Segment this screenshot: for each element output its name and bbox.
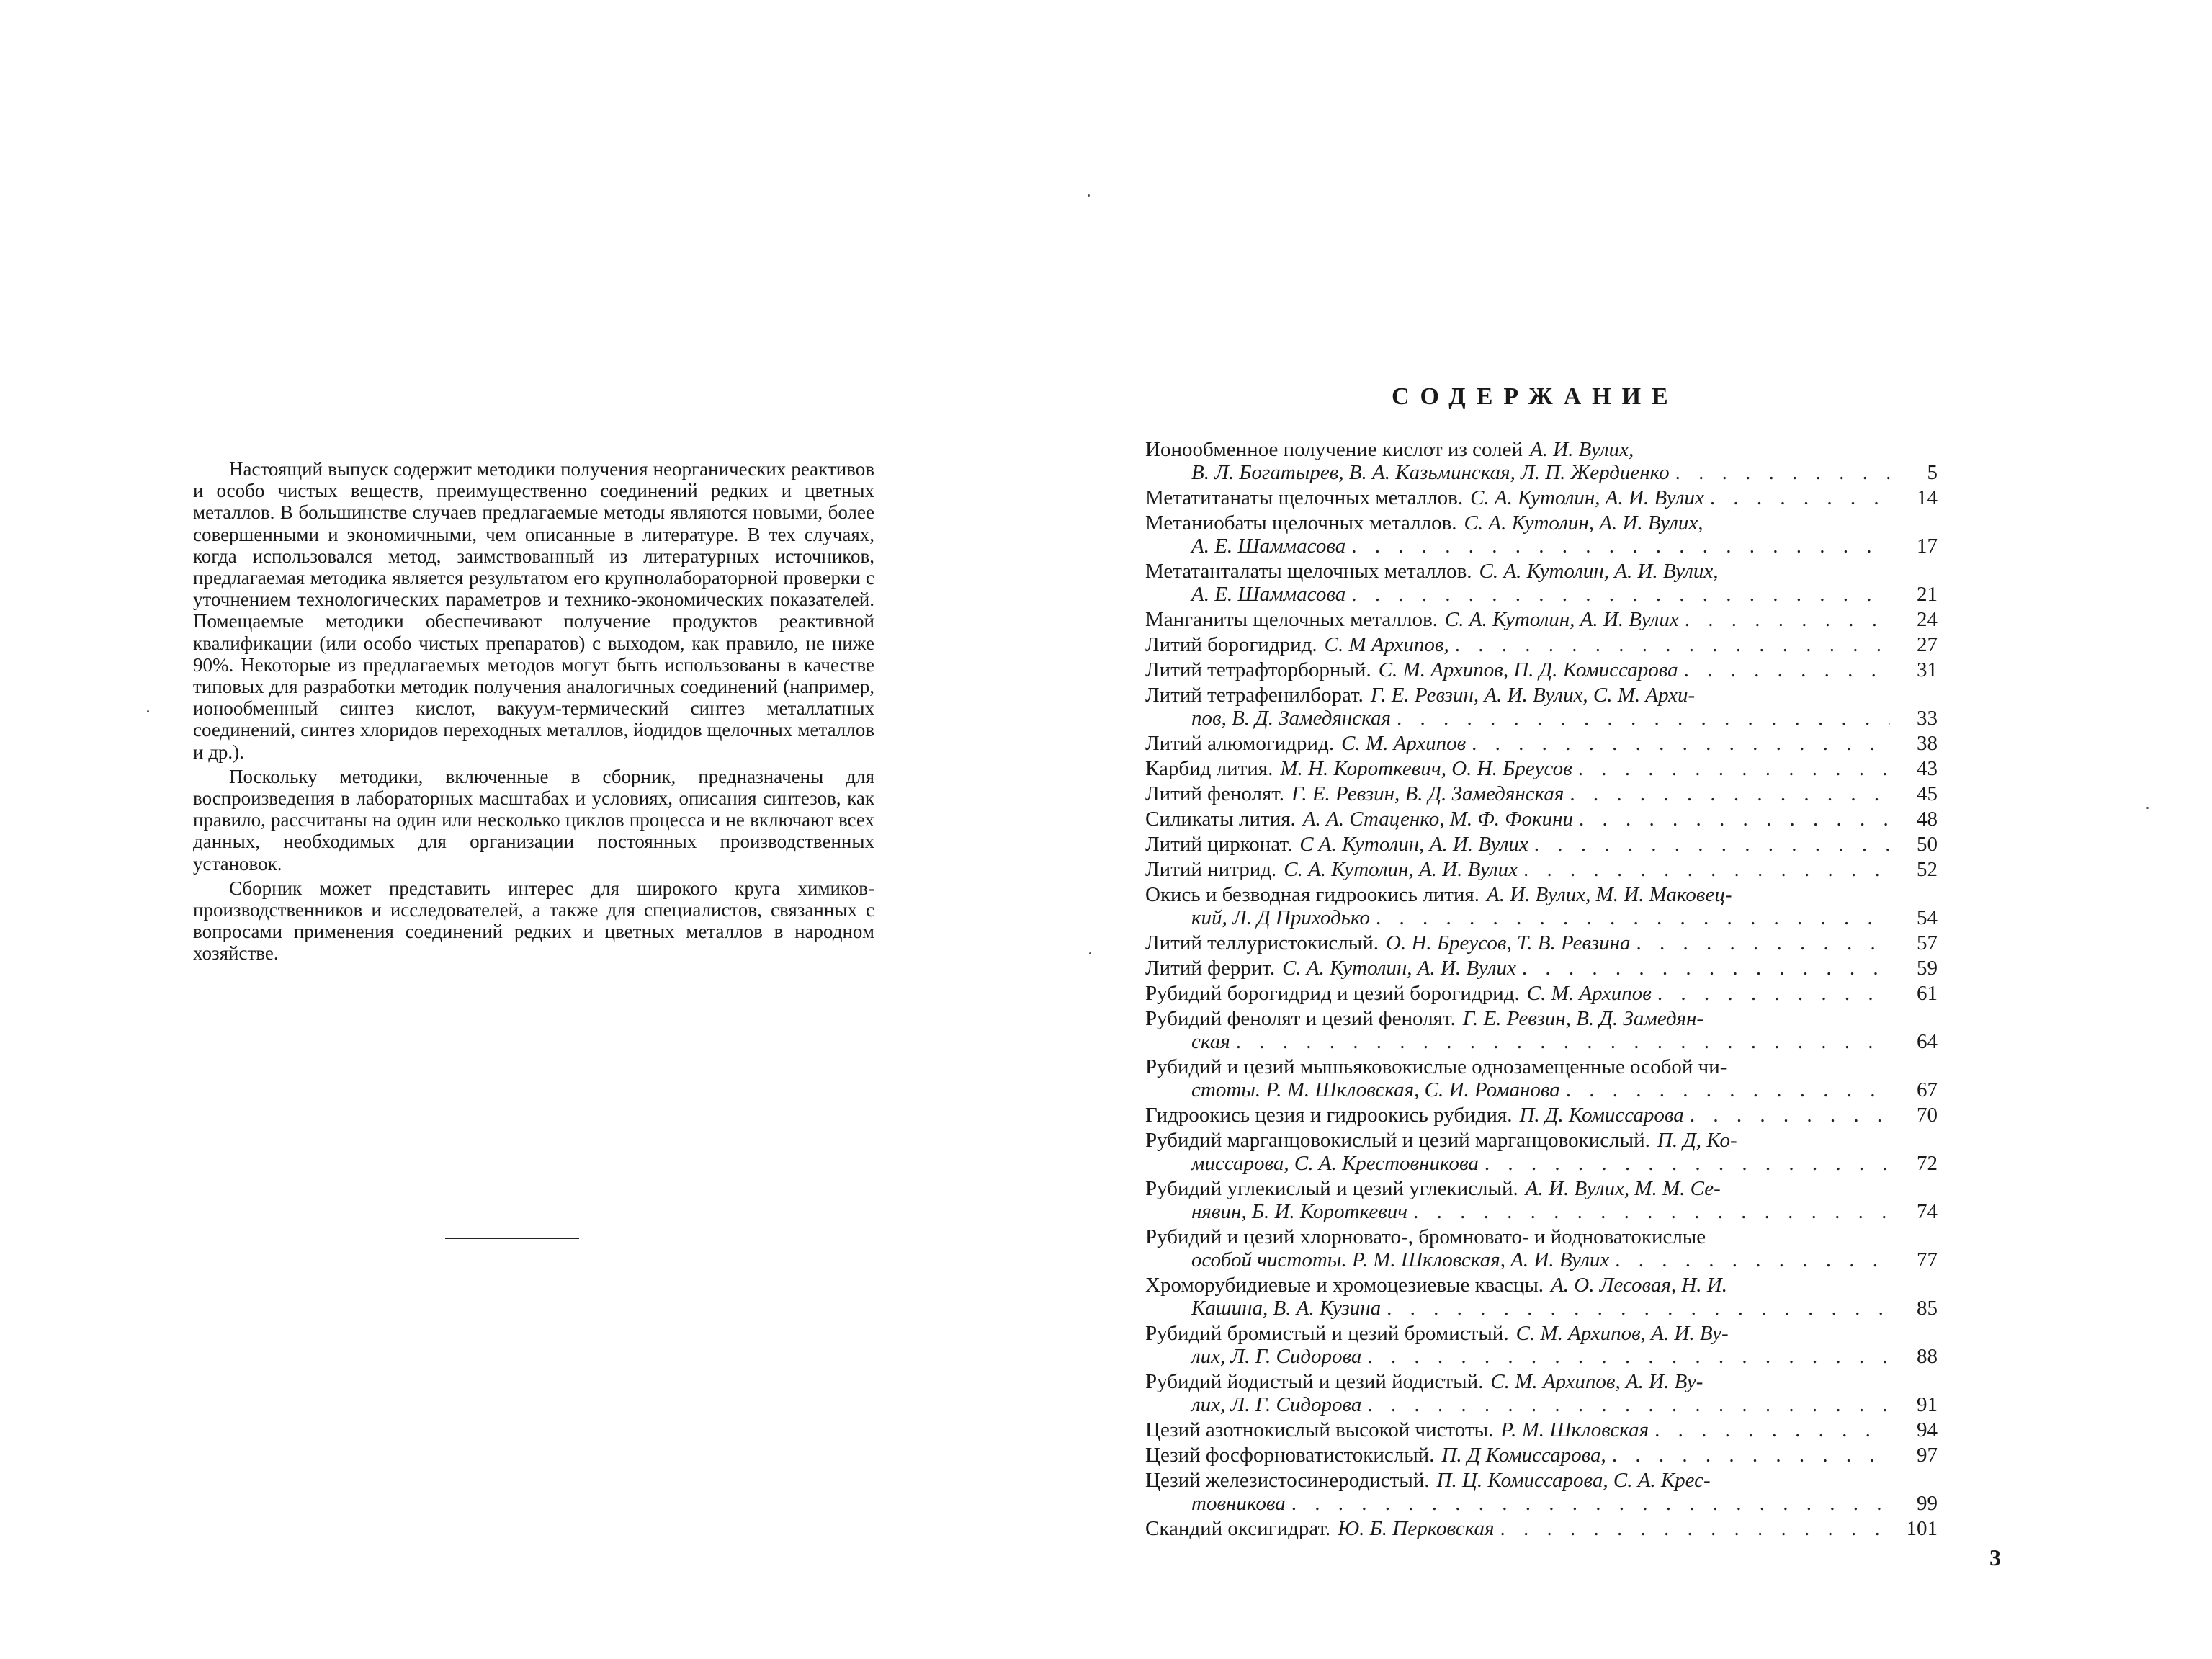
toc-entry-title: Рубидий бромистый и цезий бромистый. <box>1145 1322 1509 1345</box>
toc-leader-dots <box>1710 486 1890 509</box>
toc-entry-title: Манганиты щелочных металлов. <box>1145 608 1438 631</box>
toc-entry-title: Рубидий марганцовокислый и цезий марганцовокислый. <box>1145 1129 1650 1152</box>
preface <box>193 458 874 967</box>
toc-entry <box>1145 1517 1938 1540</box>
toc-entry-continuation: нявин, Б. И. Короткевич <box>1191 1200 1408 1223</box>
toc-entry <box>1145 1129 1938 1175</box>
toc-entry-continuation: кий, Л. Д Приходько <box>1191 906 1370 929</box>
toc-leader-dots <box>1351 583 1890 606</box>
toc-entry-title: Литий нитрид. <box>1145 858 1277 881</box>
toc-entry-page: 17 <box>1917 535 1938 558</box>
toc-entry-page: 99 <box>1917 1492 1938 1515</box>
toc-leader-dots <box>1485 1152 1890 1175</box>
toc-entry-line <box>1145 1225 1893 1248</box>
toc-entry-line <box>1145 1274 1893 1297</box>
toc-entry-line <box>1145 833 1893 856</box>
toc-heading: СОДЕРЖАНИЕ <box>1392 383 1679 410</box>
toc-entry-page: 5 <box>1927 461 1938 484</box>
toc-entry <box>1145 438 1938 484</box>
toc-entry <box>1145 560 1938 606</box>
toc-entry-authors: С. М. Архипов, П. Д. Комиссарова <box>1378 658 1678 681</box>
toc-entry-title: Литий цирконат. <box>1145 833 1293 856</box>
toc-entry-continuation: пов, В. Д. Замедянская <box>1191 707 1392 730</box>
toc-entry-line <box>1145 1370 1893 1393</box>
toc-entry-line <box>1145 883 1893 906</box>
toc-entry-title: Литий алюмогидрид. <box>1145 732 1335 755</box>
toc-entry-title: Метатитанаты щелочных металлов. <box>1145 486 1464 509</box>
toc-entry-line <box>1145 808 1893 831</box>
toc-entry-authors: Г. Е. Ревзин, В. Д. Замедян- <box>1462 1007 1704 1030</box>
toc-entry-authors: С. А. Кутолин, А. И. Вулих <box>1444 608 1679 631</box>
toc-entry-authors: Г. Е. Ревзин, В. Д. Замедянская <box>1291 782 1564 805</box>
toc-entry-authors: А. И. Вулих, <box>1529 438 1634 461</box>
page-number: 3 <box>1989 1544 2001 1570</box>
toc-entry-page: 64 <box>1917 1030 1938 1053</box>
toc-leader-dots <box>1472 732 1890 755</box>
toc-entry-page: 38 <box>1917 732 1938 755</box>
preface-paragraph-2: Поскольку методики, включенные в сборник, предназначены для воспроизведения в лабораторных масштабах и условиях, описания синтезов, как правило, рассчитаны на один или несколько циклов процесса и не включают всех данных, необходимых для организации постоянных производственных установок. <box>193 765 874 875</box>
scan-speck <box>1088 194 1090 197</box>
toc-entry-title: Рубидий фенолят и цезий фенолят. <box>1145 1007 1456 1030</box>
toc-entry-page: 59 <box>1917 957 1938 980</box>
toc-entry-authors: С. М. Архипов, А. И. Ву- <box>1515 1322 1729 1345</box>
toc-leader-dots <box>1367 1393 1890 1416</box>
toc-entry-line <box>1145 511 1893 535</box>
toc-leader-dots <box>1523 858 1890 881</box>
toc-entry-title: Скандий оксигидрат. <box>1145 1517 1331 1540</box>
toc-entry-authors: С. А. Кутолин, А. И. Вулих <box>1470 486 1704 509</box>
toc-entry-page: 43 <box>1917 757 1938 780</box>
toc-entry-line <box>1145 1322 1893 1345</box>
toc-entry-title: Цезий фосфорноватистокислый. <box>1145 1444 1435 1467</box>
toc-entry-authors: Г. Е. Ревзин, А. И. Вулих, С. М. Архи- <box>1370 684 1696 707</box>
toc-entry-title: Гидроокись цезия и гидроокись рубидия. <box>1145 1104 1513 1127</box>
toc-entry-title: Литий борогидрид. <box>1145 633 1317 656</box>
toc-entry-continuation-line <box>1145 906 1893 929</box>
toc-entry-line <box>1145 560 1893 583</box>
toc-leader-dots <box>1579 808 1890 831</box>
toc-entry-authors: С А. Кутолин, А. И. Вулих <box>1299 833 1528 856</box>
toc-entry-page: 27 <box>1917 633 1938 656</box>
toc-entry <box>1145 486 1938 509</box>
toc-leader-dots <box>1570 782 1890 805</box>
toc-entry <box>1145 883 1938 929</box>
toc-entry-line <box>1145 1104 1893 1127</box>
toc-entry-continuation-line <box>1145 1152 1893 1175</box>
toc-entry-title: Литий тетрафенилборат. <box>1145 684 1364 707</box>
toc-entry-title: Литий теллуристокислый. <box>1145 931 1379 954</box>
toc-entry-title: Ионообменное получение кислот из солей <box>1145 438 1523 461</box>
toc-entry-title: Литий фенолят. <box>1145 782 1285 805</box>
toc-entry-page: 33 <box>1917 707 1938 730</box>
toc-entry-line <box>1145 757 1893 780</box>
toc-entry-line <box>1145 858 1893 881</box>
toc-entry-continuation: Кашина, В. А. Кузина <box>1191 1297 1382 1320</box>
toc-entry <box>1145 1444 1938 1467</box>
toc-leader-dots <box>1455 633 1890 656</box>
toc-entry-page: 45 <box>1917 782 1938 805</box>
toc-entry-authors: А. А. Стаценко, М. Ф. Фокини <box>1302 808 1573 831</box>
toc-entry-page: 97 <box>1917 1444 1938 1467</box>
toc-entry-continuation: особой чистоты. Р. М. Шкловская, А. И. Вулих <box>1191 1248 1610 1271</box>
toc-entry-continuation-line <box>1145 1030 1893 1053</box>
toc-leader-dots <box>1675 461 1890 484</box>
toc-entry <box>1145 982 1938 1005</box>
toc-entry-line <box>1145 1129 1893 1152</box>
toc-entry-page: 85 <box>1917 1297 1938 1320</box>
scan-speck <box>1089 952 1091 954</box>
toc-entry-authors: П. Д. Комиссарова <box>1519 1104 1684 1127</box>
toc-leader-dots <box>1690 1104 1890 1127</box>
toc-entry-continuation: стоты. Р. М. Шкловская, С. И. Романова <box>1191 1078 1560 1101</box>
toc-entry-continuation: лих, Л. Г. Сидорова <box>1191 1393 1362 1416</box>
toc-entry <box>1145 833 1938 856</box>
toc-entry-page: 48 <box>1917 808 1938 831</box>
toc-entry-continuation-line <box>1145 1078 1893 1101</box>
toc-entry-line <box>1145 732 1893 755</box>
table-of-contents <box>1145 438 1938 1542</box>
toc-entry-page: 70 <box>1917 1104 1938 1127</box>
toc-entry-authors: П. Ц. Комиссарова, С. А. Крес- <box>1436 1469 1711 1492</box>
toc-entry-title: Метатанталаты щелочных металлов. <box>1145 560 1472 583</box>
toc-leader-dots <box>1612 1444 1890 1467</box>
toc-entry-line <box>1145 931 1893 954</box>
toc-leader-dots <box>1351 535 1890 558</box>
toc-entry-authors: С. М. Архипов, А. И. Ву- <box>1490 1370 1703 1393</box>
toc-leader-dots <box>1291 1492 1890 1515</box>
toc-entry-authors: С. А. Кутолин, А. И. Вулих, <box>1479 560 1719 583</box>
toc-entry-line <box>1145 957 1893 980</box>
toc-leader-dots <box>1566 1078 1890 1101</box>
toc-entry-continuation-line <box>1145 1297 1893 1320</box>
toc-entry-title: Рубидий и цезий хлорновато-, бромновато- и йодноватокислые <box>1145 1225 1706 1248</box>
toc-entry-continuation-line <box>1145 461 1893 484</box>
toc-entry-authors: Ю. Б. Перковская <box>1338 1517 1495 1540</box>
toc-entry <box>1145 1104 1938 1127</box>
toc-entry-line <box>1145 1444 1893 1467</box>
toc-entry-page: 54 <box>1917 906 1938 929</box>
preface-paragraph-3: Сборник может представить интерес для широкого круга химиков-производственников и исследователей, а также для специалистов, связанных с вопросами применения соединений редких и цветных металлов в народном хозяйстве. <box>193 877 874 965</box>
toc-entry-continuation-line <box>1145 583 1893 606</box>
toc-entry <box>1145 608 1938 631</box>
toc-entry <box>1145 808 1938 831</box>
toc-entry-title: Хроморубидиевые и хромоцезиевые квасцы. <box>1145 1274 1544 1297</box>
toc-entry <box>1145 1322 1938 1368</box>
toc-leader-dots <box>1522 957 1890 980</box>
toc-entry-line <box>1145 782 1893 805</box>
toc-entry-continuation-line <box>1145 1200 1893 1223</box>
toc-entry-continuation-line <box>1145 1492 1893 1515</box>
toc-entry <box>1145 732 1938 755</box>
toc-entry-title: Рубидий йодистый и цезий йодистый. <box>1145 1370 1484 1393</box>
toc-entry-authors: А. И. Вулих, М. И. Маковец- <box>1487 883 1732 906</box>
toc-entry-line <box>1145 608 1893 631</box>
toc-entry-page: 94 <box>1917 1418 1938 1441</box>
toc-entry-line <box>1145 633 1893 656</box>
toc-entry-authors: С. А. Кутолин, А. И. Вулих, <box>1464 511 1703 535</box>
toc-entry-title: Метаниобаты щелочных металлов. <box>1145 511 1457 535</box>
toc-entry-line <box>1145 684 1893 707</box>
toc-leader-dots <box>1636 931 1890 954</box>
toc-entry-page: 74 <box>1917 1200 1938 1223</box>
toc-leader-dots <box>1376 906 1890 929</box>
toc-leader-dots <box>1534 833 1890 856</box>
toc-entry-line <box>1145 1055 1893 1078</box>
toc-entry-page: 67 <box>1917 1078 1938 1101</box>
toc-entry <box>1145 1177 1938 1223</box>
toc-entry-authors: М. Н. Короткевич, О. Н. Бреусов <box>1280 757 1572 780</box>
toc-entry-page: 14 <box>1917 486 1938 509</box>
toc-leader-dots <box>1500 1517 1890 1540</box>
toc-leader-dots <box>1654 1418 1890 1441</box>
toc-entry <box>1145 658 1938 681</box>
scan-speck <box>147 710 149 712</box>
toc-leader-dots <box>1684 658 1890 681</box>
toc-entry-continuation-line <box>1145 1248 1893 1271</box>
toc-entry-title: Карбид лития. <box>1145 757 1273 780</box>
toc-entry-line <box>1145 438 1893 461</box>
toc-leader-dots <box>1236 1030 1890 1053</box>
toc-entry-line <box>1145 1177 1893 1200</box>
scan-speck <box>2146 807 2149 809</box>
toc-leader-dots <box>1367 1345 1890 1368</box>
toc-entry-page: 101 <box>1906 1517 1938 1540</box>
toc-entry-title: Литий феррит. <box>1145 957 1276 980</box>
toc-entry-line <box>1145 982 1893 1005</box>
toc-leader-dots <box>1397 707 1890 730</box>
toc-leader-dots <box>1387 1297 1890 1320</box>
toc-entry-page: 24 <box>1917 608 1938 631</box>
toc-entry-page: 31 <box>1917 658 1938 681</box>
toc-entry-authors: О. Н. Бреусов, Т. В. Ревзина <box>1386 931 1631 954</box>
toc-entry-title: Литий тетрафторборный. <box>1145 658 1371 681</box>
toc-entry <box>1145 1469 1938 1515</box>
toc-entry <box>1145 931 1938 954</box>
toc-entry-title: Рубидий борогидрид и цезий борогидрид. <box>1145 982 1520 1005</box>
toc-entry-continuation: В. Л. Богатырев, В. А. Казьминская, Л. П. Жердиенко <box>1191 461 1670 484</box>
toc-entry-title: Цезий азотнокислый высокой чистоты. <box>1145 1418 1494 1441</box>
toc-entry-page: 61 <box>1917 982 1938 1005</box>
toc-entry <box>1145 1007 1938 1053</box>
toc-entry-authors: П. Д, Ко- <box>1657 1129 1737 1152</box>
toc-leader-dots <box>1413 1200 1890 1223</box>
toc-entry-authors: С. А. Кутолин, А. И. Вулих <box>1284 858 1518 881</box>
toc-entry-authors: С. М Архипов, <box>1324 633 1449 656</box>
toc-entry-title: Рубидий и цезий мышьяковокислые однозамещенные особой чи- <box>1145 1055 1727 1078</box>
toc-entry-continuation: лих, Л. Г. Сидорова <box>1191 1345 1362 1368</box>
toc-entry-page: 57 <box>1917 931 1938 954</box>
toc-entry-continuation-line <box>1145 707 1893 730</box>
toc-entry-authors: С. М. Архипов <box>1526 982 1652 1005</box>
toc-entry-continuation: А. Е. Шаммасова <box>1191 535 1346 558</box>
toc-entry <box>1145 633 1938 656</box>
toc-entry-line <box>1145 1517 1893 1540</box>
toc-entry <box>1145 757 1938 780</box>
toc-entry-authors: Р. М. Шкловская <box>1500 1418 1649 1441</box>
toc-leader-dots <box>1615 1248 1890 1271</box>
toc-entry <box>1145 511 1938 558</box>
toc-entry-line <box>1145 486 1893 509</box>
toc-entry-page: 72 <box>1917 1152 1938 1175</box>
decorative-rule <box>445 1238 579 1239</box>
toc-leader-dots <box>1685 608 1890 631</box>
toc-entry <box>1145 1370 1938 1416</box>
toc-entry-page: 88 <box>1917 1345 1938 1368</box>
toc-entry-line <box>1145 658 1893 681</box>
toc-entry <box>1145 782 1938 805</box>
toc-entry-page: 50 <box>1917 833 1938 856</box>
toc-entry <box>1145 1055 1938 1101</box>
toc-entry <box>1145 1418 1938 1441</box>
toc-entry <box>1145 684 1938 730</box>
toc-entry-page: 77 <box>1917 1248 1938 1271</box>
toc-entry-line <box>1145 1469 1893 1492</box>
toc-entry-page: 21 <box>1917 583 1938 606</box>
toc-entry-page: 52 <box>1917 858 1938 881</box>
toc-entry <box>1145 1225 1938 1271</box>
toc-entry-line <box>1145 1418 1893 1441</box>
toc-entry-authors: С. А. Кутолин, А. И. Вулих <box>1282 957 1516 980</box>
toc-entry-authors: П. Д Комиссарова, <box>1441 1444 1606 1467</box>
toc-entry-continuation-line <box>1145 535 1893 558</box>
toc-entry-continuation: миссарова, С. А. Крестовникова <box>1191 1152 1479 1175</box>
toc-entry-authors: С. М. Архипов <box>1341 732 1467 755</box>
toc-entry-continuation-line <box>1145 1345 1893 1368</box>
toc-entry-authors: А. И. Вулих, М. М. Се- <box>1525 1177 1721 1200</box>
toc-entry <box>1145 957 1938 980</box>
toc-entry-page: 91 <box>1917 1393 1938 1416</box>
toc-leader-dots <box>1578 757 1890 780</box>
toc-entry-continuation: ская <box>1191 1030 1230 1053</box>
toc-leader-dots <box>1657 982 1890 1005</box>
toc-entry-continuation: А. Е. Шаммасова <box>1191 583 1346 606</box>
toc-entry-title: Силикаты лития. <box>1145 808 1296 831</box>
toc-entry <box>1145 1274 1938 1320</box>
toc-entry-continuation-line <box>1145 1393 1893 1416</box>
toc-entry-title: Рубидий углекислый и цезий углекислый. <box>1145 1177 1518 1200</box>
toc-entry <box>1145 858 1938 881</box>
toc-entry-line <box>1145 1007 1893 1030</box>
toc-entry-authors: А. О. Лесовая, Н. И. <box>1551 1274 1728 1297</box>
preface-paragraph-1: Настоящий выпуск содержит методики получения неорганических реактивов и особо чистых веществ, преимущественно соединений редких и цветных металлов. В большинстве случаев предлагаемые методы являются новыми, более совершенными и экономичными, чем описанные в литературе. В тех случаях, когда использовался метод, заимствованный из литературных источников, предлагаемая методика является результатом его крупнолабораторной проверки с уточнением технологических параметров и технико-экономических показателей. Помещаемые методики обеспечивают получение продуктов реактивной квалификации (или особо чистых препаратов) с выходом, как правило, не ниже 90%. Некоторые из предлагаемых методов могут быть использованы в качестве типовых для разработки методик получения аналогичных соединений (например, ионообменный синтез кислот, вакуум-термический синтез металлатных соединений, синтез хлоридов переходных металлов, йодидов щелочных металлов и др.). <box>193 458 874 763</box>
toc-entry-title: Окись и безводная гидроокись лития. <box>1145 883 1480 906</box>
toc-entry-continuation: товникова <box>1191 1492 1286 1515</box>
toc-entry-title: Цезий железистосинеродистый. <box>1145 1469 1430 1492</box>
